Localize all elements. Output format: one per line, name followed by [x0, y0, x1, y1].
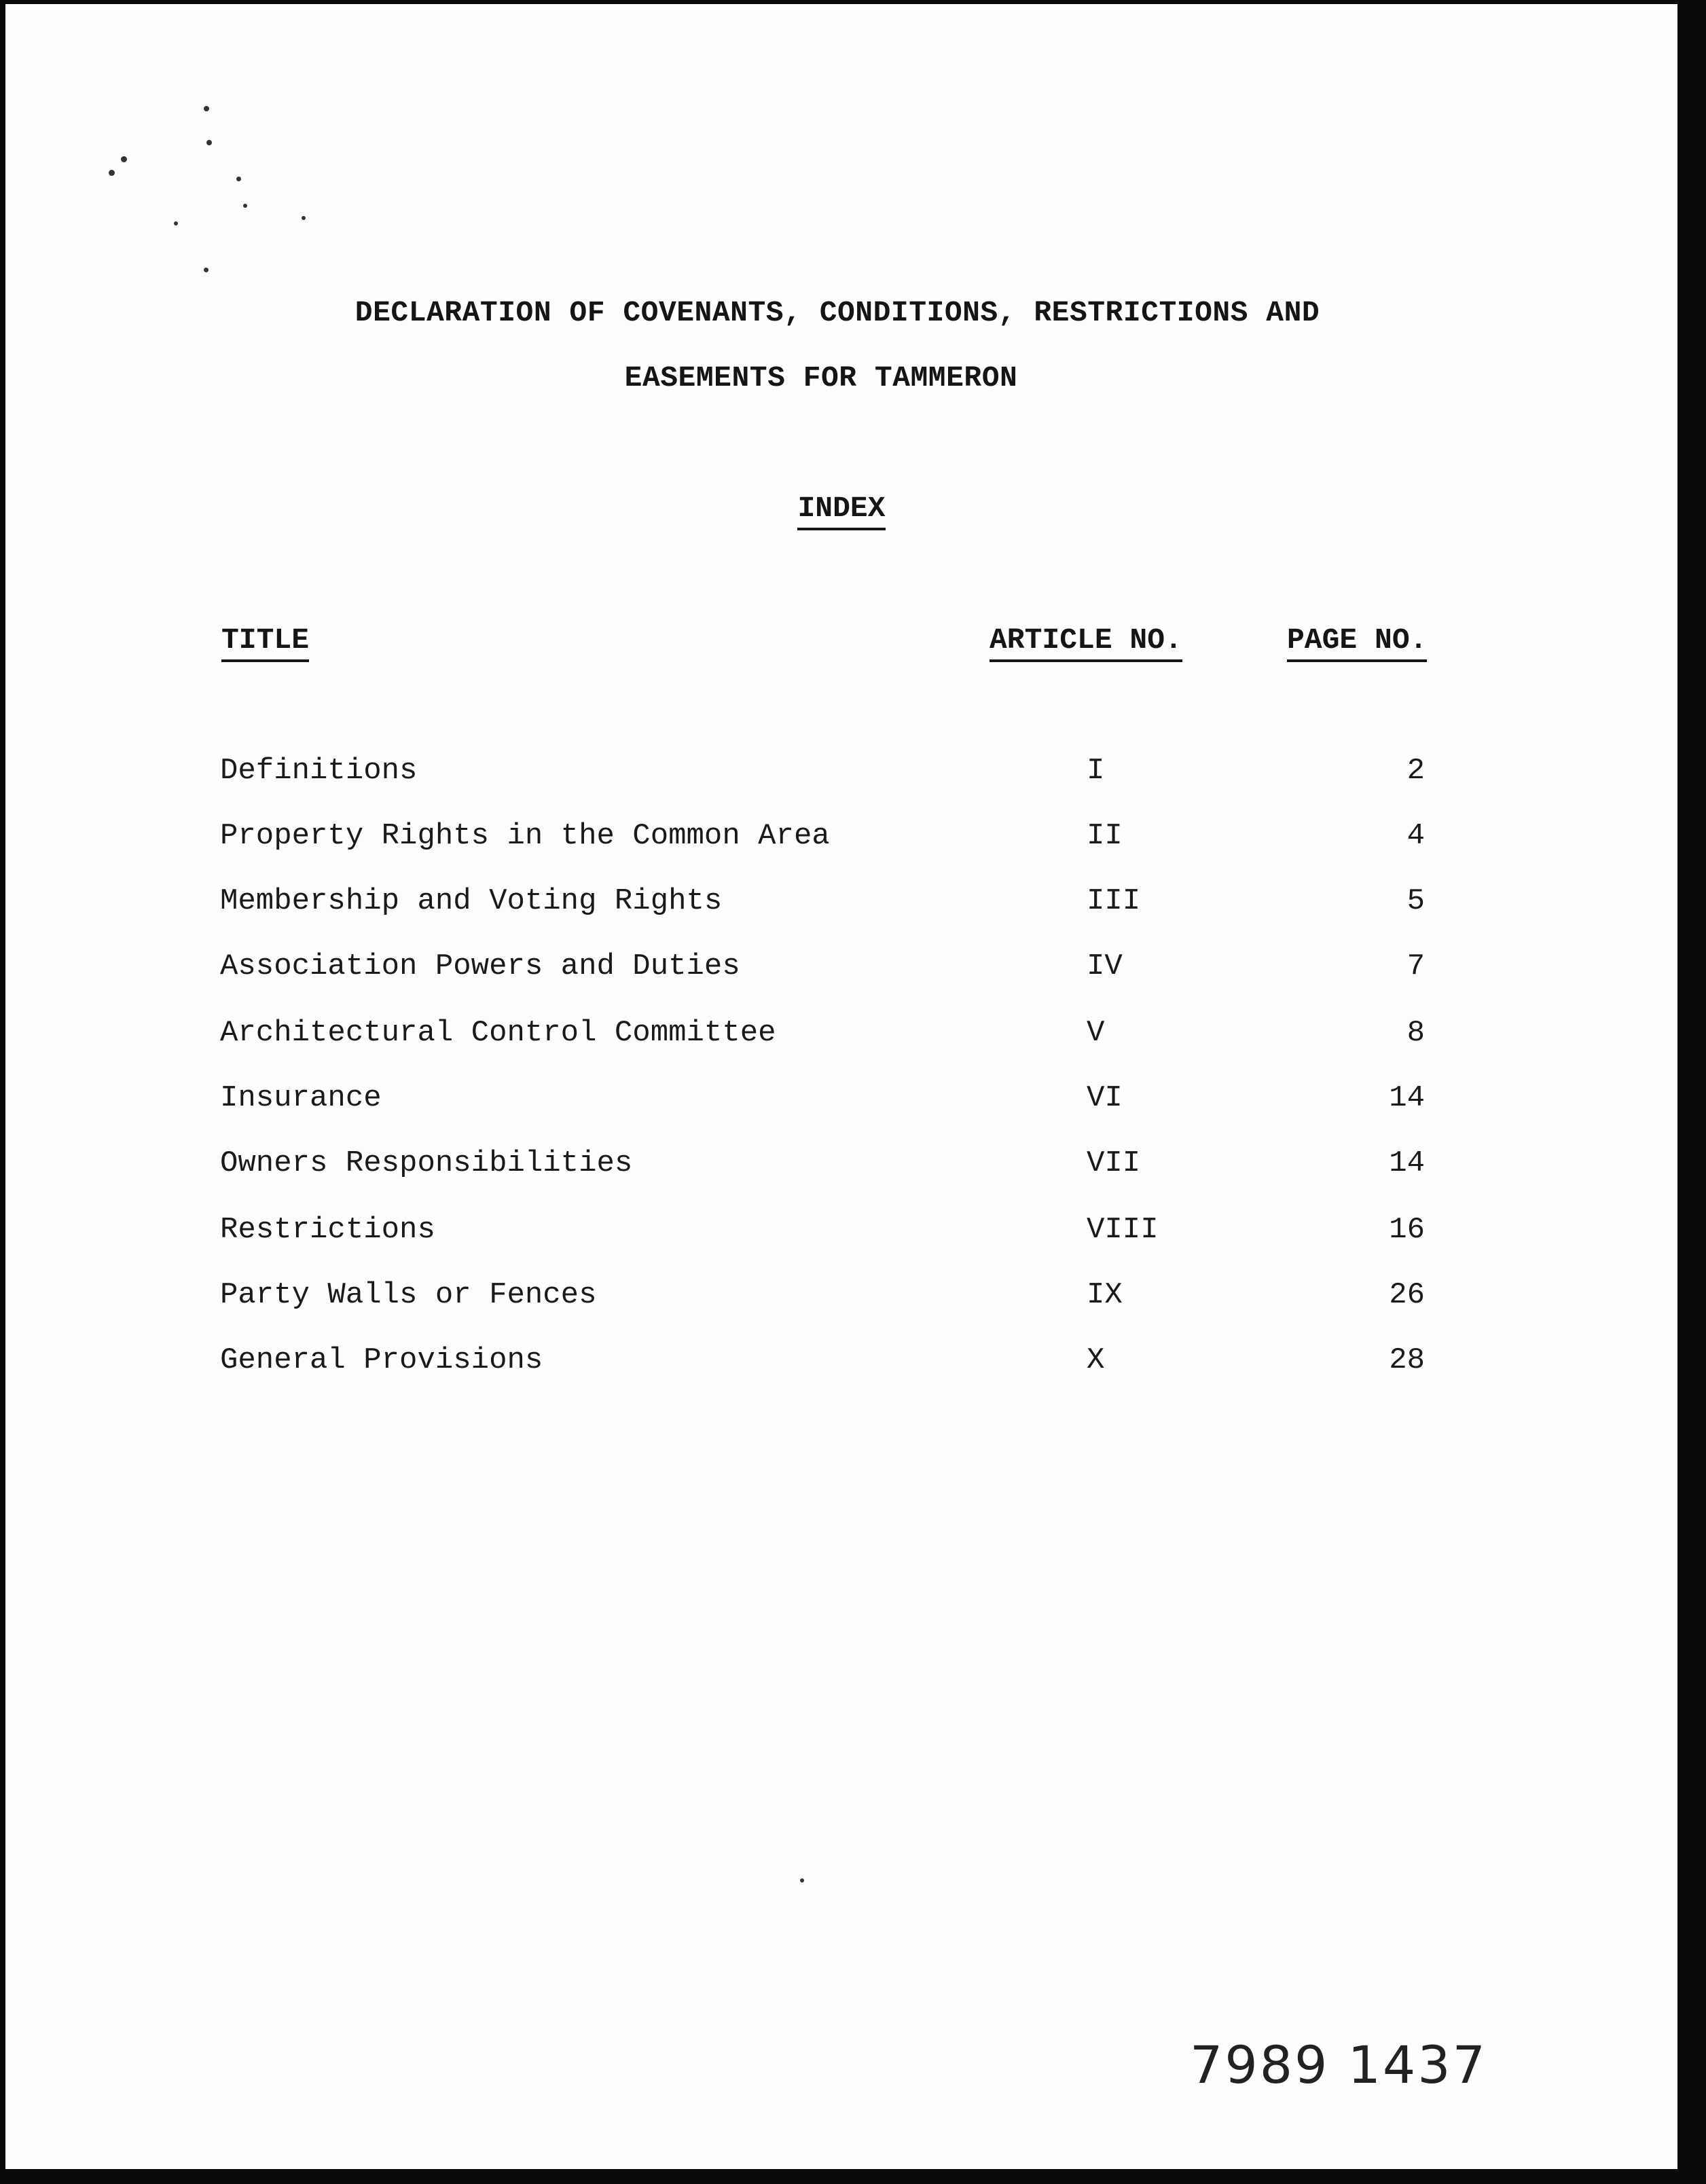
- row-article: III: [1087, 884, 1141, 918]
- column-header-page: PAGE NO.: [1287, 623, 1427, 657]
- row-article: I: [1087, 754, 1105, 788]
- row-article: X: [1087, 1343, 1105, 1377]
- document-page: [5, 4, 1677, 2169]
- scan-speck: [204, 106, 209, 111]
- row-title: Insurance: [220, 1081, 382, 1115]
- document-title-line-2: EASEMENTS FOR TAMMERON: [624, 361, 1018, 395]
- row-title: Architectural Control Committee: [220, 1016, 776, 1050]
- row-page: 16: [1389, 1213, 1425, 1247]
- scan-speck: [174, 221, 178, 225]
- row-title: General Provisions: [220, 1343, 543, 1377]
- row-article: VIII: [1087, 1213, 1159, 1247]
- scan-speck: [243, 204, 247, 208]
- column-header-article: ARTICLE NO.: [990, 623, 1182, 657]
- row-title: Owners Responsibilities: [220, 1146, 633, 1180]
- scan-speck: [204, 268, 208, 272]
- row-page: 28: [1389, 1343, 1425, 1377]
- row-title: Definitions: [220, 754, 418, 788]
- table-row: [5, 884, 1677, 925]
- row-page: 5: [1406, 884, 1425, 918]
- index-heading-text: INDEX: [797, 492, 885, 530]
- scan-speck: [109, 170, 115, 176]
- table-row: [5, 949, 1677, 990]
- table-row: [5, 1278, 1677, 1319]
- row-page: 14: [1389, 1081, 1425, 1115]
- row-article: II: [1087, 819, 1123, 853]
- row-page: 26: [1389, 1278, 1425, 1312]
- row-page: 2: [1406, 754, 1425, 788]
- row-title: Restrictions: [220, 1213, 435, 1247]
- row-page: 14: [1389, 1146, 1425, 1180]
- table-row: [5, 1343, 1677, 1384]
- row-article: V: [1087, 1016, 1105, 1050]
- scan-speck: [206, 140, 212, 145]
- row-article: VII: [1087, 1146, 1141, 1180]
- row-page: 8: [1406, 1016, 1425, 1050]
- row-title: Party Walls or Fences: [220, 1278, 597, 1312]
- row-article: IV: [1087, 949, 1123, 983]
- table-row: [5, 819, 1677, 860]
- document-number: 7989 1437: [1190, 2035, 1487, 2095]
- row-title: Association Powers and Duties: [220, 949, 740, 983]
- scan-speck: [121, 156, 127, 162]
- table-row: [5, 1081, 1677, 1122]
- row-title: Membership and Voting Rights: [220, 884, 723, 918]
- table-row: [5, 1146, 1677, 1187]
- table-row: [5, 1213, 1677, 1254]
- scan-speck: [236, 177, 241, 181]
- scan-speck: [800, 1878, 804, 1882]
- table-row: [5, 1016, 1677, 1057]
- column-header-title: TITLE: [221, 623, 309, 657]
- row-article: VI: [1087, 1081, 1123, 1115]
- scan-speck: [302, 216, 306, 220]
- index-heading: [5, 492, 1677, 525]
- document-title-line-1: DECLARATION OF COVENANTS, CONDITIONS, RESTRICTIONS AND: [355, 296, 1320, 329]
- row-article: IX: [1087, 1278, 1123, 1312]
- table-row: [5, 754, 1677, 795]
- row-page: 4: [1406, 819, 1425, 853]
- row-page: 7: [1406, 949, 1425, 983]
- row-title: Property Rights in the Common Area: [220, 819, 830, 853]
